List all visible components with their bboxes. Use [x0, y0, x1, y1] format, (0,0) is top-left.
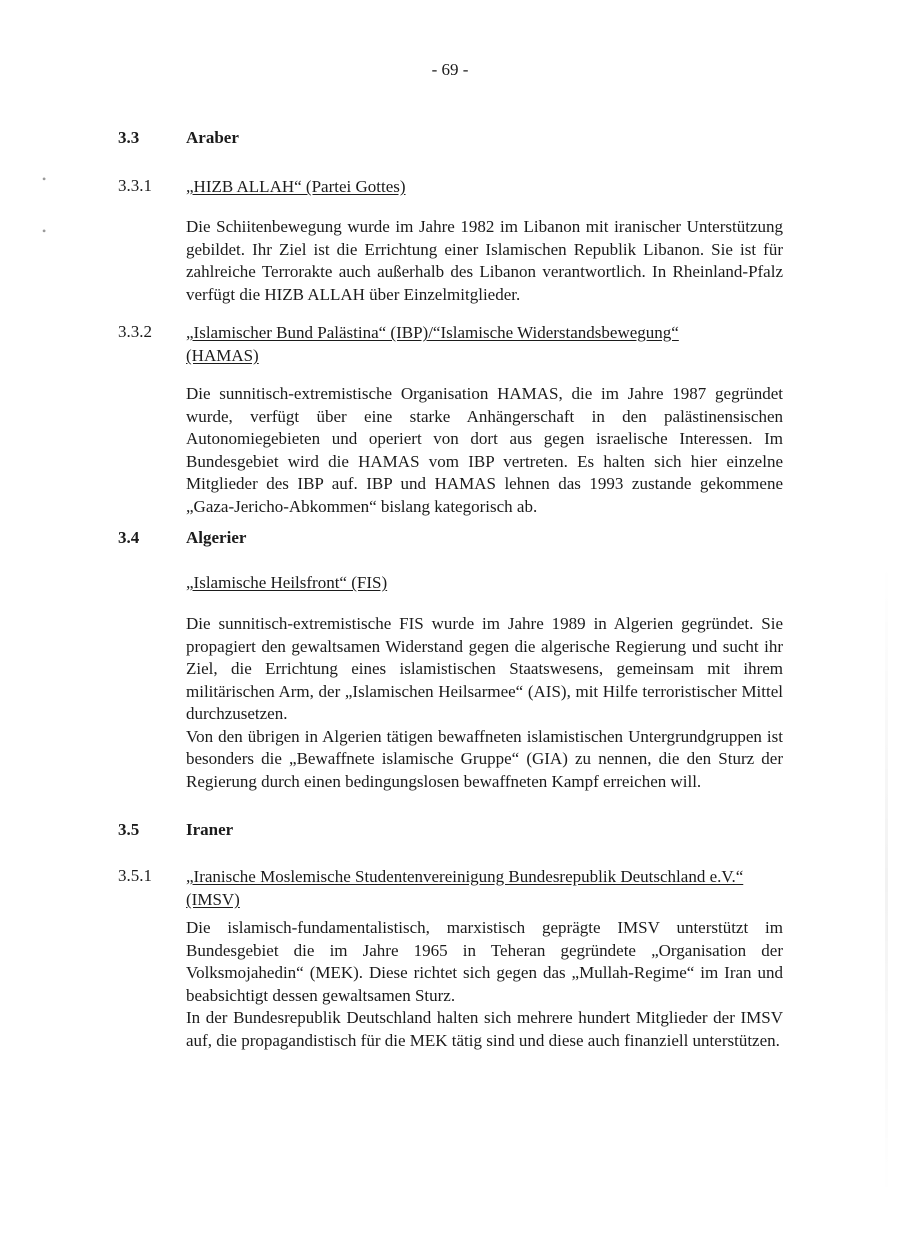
subsection-heading-line: (HAMAS) — [186, 346, 259, 365]
section-heading: Iraner — [186, 820, 234, 839]
subsection-heading-line: (IMSV) — [186, 890, 240, 909]
scan-edge-shadow — [885, 560, 888, 1200]
subsection-heading-line: „Iranische Moslemische Studentenvereinigung Bundesrepublik Deutschland e.V.“ — [186, 867, 744, 886]
section-number: 3.4 — [118, 528, 140, 547]
section-number: 3.5 — [118, 820, 140, 839]
paragraph: Von den übrigen in Algerien tätigen bewaffneten islamistischen Untergrundgruppen ist besonders die „Bewaffnete islamische Gruppe“ (GIA) zu nennen, die den Sturz der Regierung durch einen bedingungslosen bewaffneten Kampf erreichen will. — [186, 726, 783, 791]
page-number: - 69 - — [431, 60, 469, 79]
paragraph-group — [186, 917, 783, 1052]
section-heading: Algerier — [186, 528, 247, 547]
subsection-heading: „Islamische Heilsfront“ (FIS) — [186, 573, 388, 592]
subsection-heading-line: „Islamischer Bund Palästina“ (IBP)/“Islamische Widerstandsbewegung“ — [186, 323, 679, 342]
paragraph: In der Bundesrepublik Deutschland halten sich mehrere hundert Mitglieder der IMSV auf, die propagandistisch für die MEK tätig sind und diese auch finanziell unterstützen. — [186, 1008, 783, 1050]
paragraph: Die islamisch-fundamentalistisch, marxistisch geprägte IMSV unterstützt im Bundesgebiet die im Jahre 1965 in Teheran gegründete „Organisation der Volksmojahedin“ (MEK). Diese richtet sich gegen das „Mullah-Regime“ im Iran und beabsichtigt dessen gewaltsamen Sturz. — [186, 918, 783, 1005]
section-heading: Araber — [186, 128, 239, 147]
subsection-heading — [186, 865, 786, 911]
subsection-number: 3.5.1 — [118, 866, 152, 885]
paragraph: Die sunnitisch-extremistische FIS wurde im Jahre 1989 in Algerien gegründet. Sie propagiert den gewaltsamen Widerstand gegen die algerische Regierung und sucht ihr Ziel, die Errichtung eines islamistischen Staatswesens, gemeinsam mit ihrem militärischen Arm, der „Islamischen Heilsarmee“ (AIS), mit Hilfe terroristischer Mittel durchzusetzen. — [186, 614, 783, 723]
scan-speck: • — [42, 172, 47, 186]
scan-speck: • — [42, 224, 47, 238]
paragraph: Die sunnitisch-extremistische Organisation HAMAS, die im Jahre 1987 gegründet wurde, verfügt über eine starke Anhängerschaft in den palästinensischen Autonomiegebieten und operiert von dort aus gegen israelische Interessen. Im Bundesgebiet wird die HAMAS vom IBP vertreten. Es halten sich hier einzelne Mitglieder des IBP auf. IBP und HAMAS lehnen das 1993 zustande gekommene „Gaza-Jericho-Abkommen“ bislang kategorisch ab. — [186, 384, 783, 516]
subsection-heading: „HIZB ALLAH“ (Partei Gottes) — [186, 177, 406, 196]
paragraph-group — [186, 613, 783, 793]
subsection-heading — [186, 321, 786, 367]
subsection-number: 3.3.2 — [118, 322, 152, 341]
subsection-number: 3.3.1 — [118, 176, 152, 195]
paragraph: Die Schiitenbewegung wurde im Jahre 1982 im Libanon mit iranischer Unterstützung gebildet. Ihr Ziel ist die Errichtung einer Islamischen Republik Libanon. Sie ist für zahlreiche Terrorakte auch außerhalb des Libanon verantwortlich. In Rheinland-Pfalz verfügt die HIZB ALLAH über Einzelmitglieder. — [186, 217, 783, 304]
section-number: 3.3 — [118, 128, 140, 147]
